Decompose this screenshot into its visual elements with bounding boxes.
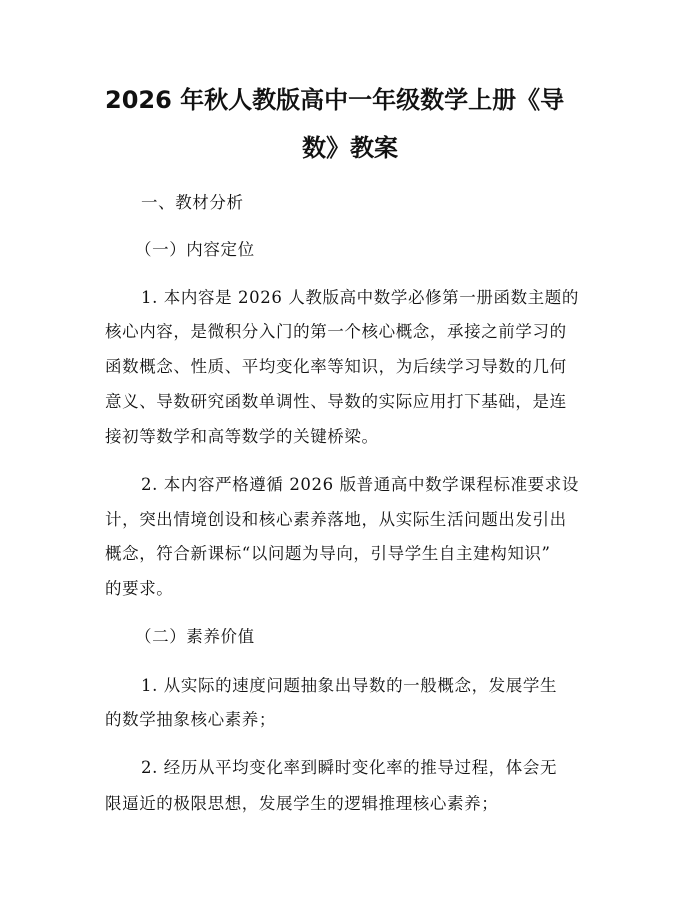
paragraph-1-line-5: 接初等数学和高等数学的关键桥梁。: [105, 427, 379, 446]
paragraph-3-line-1: 1. 从实际的速度问题抽象出导数的一般概念，发展学生: [141, 676, 558, 695]
paragraph-2-line-4: 的要求。: [105, 579, 174, 598]
paragraph-1-line-3: 函数概念、性质、平均变化率等知识，为后续学习导数的几何: [105, 357, 567, 376]
subsection-heading-content-positioning: （一）内容定位: [135, 240, 255, 259]
document-title-line-1: 2026 年秋人教版高中一年级数学上册《导: [105, 86, 565, 114]
paragraph-4-line-2: 限逼近的极限思想，发展学生的逻辑推理核心素养；: [105, 794, 499, 813]
paragraph-1-line-1: 1. 本内容是 2026 人教版高中数学必修第一册函数主题的: [141, 288, 579, 307]
paragraph-3-line-2: 的数学抽象核心素养；: [105, 710, 276, 729]
paragraph-4-line-1: 2. 经历从平均变化率到瞬时变化率的推导过程，体会无: [141, 758, 558, 777]
paragraph-2-line-1: 2. 本内容严格遵循 2026 版普通高中数学课程标准要求设: [141, 475, 579, 494]
subsection-heading-literacy-value: （二）素养价值: [135, 627, 255, 646]
section-heading-textbook-analysis: 一、教材分析: [141, 193, 244, 212]
document-title-line-2: 数》教案: [302, 134, 398, 162]
paragraph-2-line-2: 计，突出情境创设和核心素养落地，从实际生活问题出发引出: [105, 510, 567, 529]
paragraph-1-line-4: 意义、导数研究函数单调性、导数的实际应用打下基础，是连: [105, 392, 567, 411]
paragraph-2-line-3: 概念，符合新课标“以问题为导向，引导学生自主建构知识”: [105, 544, 551, 563]
paragraph-1-line-2: 核心内容，是微积分入门的第一个核心概念，承接之前学习的: [105, 322, 567, 341]
